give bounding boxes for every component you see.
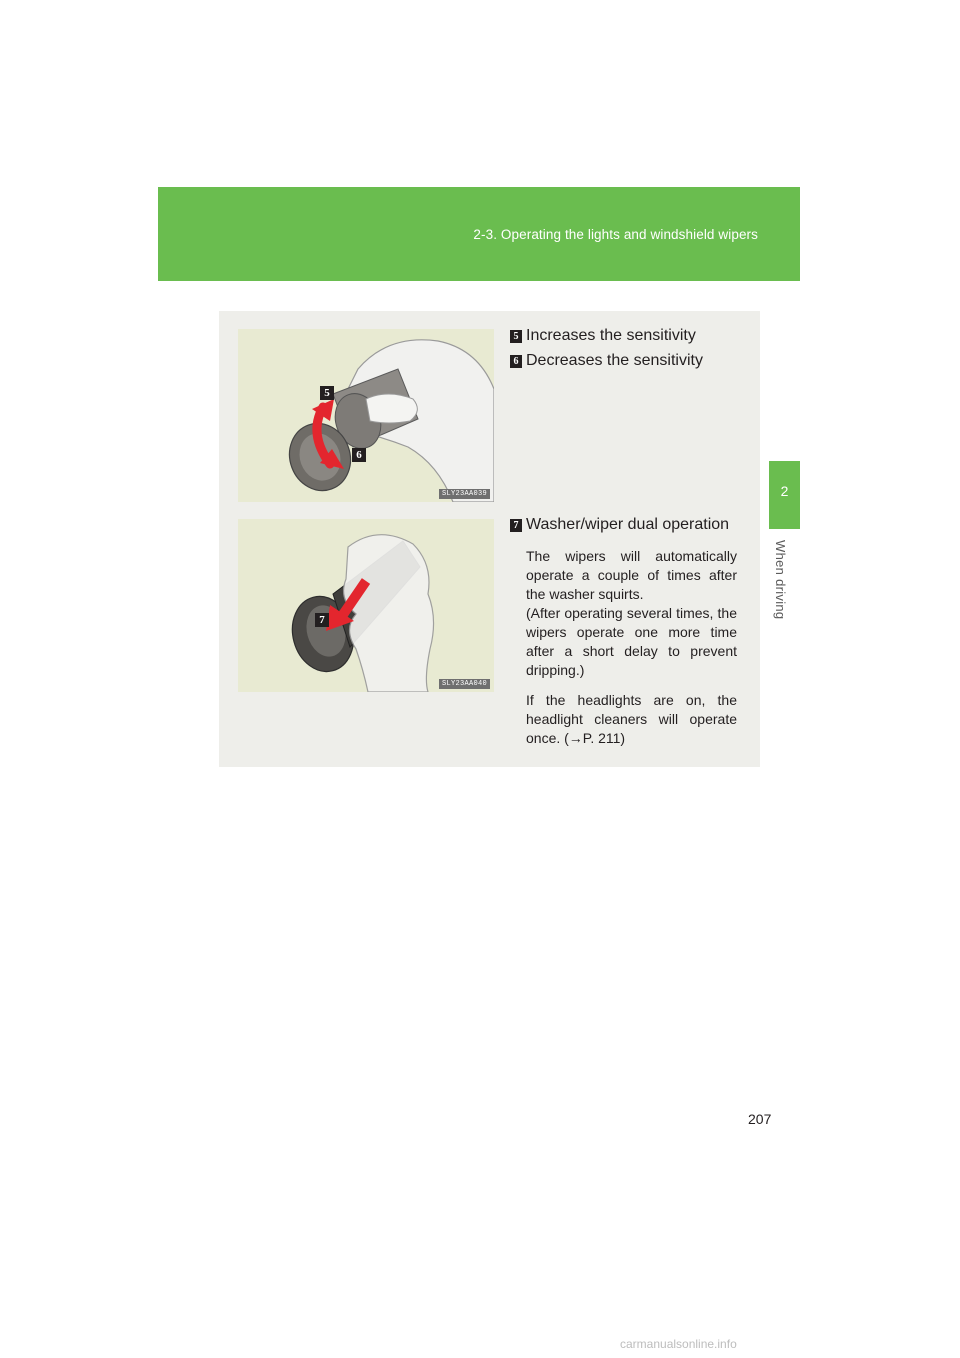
callout-6: 6	[352, 448, 366, 462]
callout-5: 5	[320, 386, 334, 400]
section-title: 2-3. Operating the lights and windshield wipers	[473, 227, 758, 242]
item-number-badge: 6	[510, 355, 522, 368]
item-label: Decreases the sensitivity	[526, 352, 703, 369]
item-number-badge: 5	[510, 330, 522, 343]
figure-code: SLY23AA040	[439, 679, 490, 689]
chapter-number: 2	[780, 483, 789, 499]
washer-lever-illustration	[238, 519, 494, 692]
page-number: 207	[748, 1111, 772, 1127]
headlight-cleaner-note: If the headlights are on, the headlight cleaners will operate once. (→P. 211)	[526, 692, 737, 746]
section-header	[158, 187, 800, 281]
chapter-tab	[769, 461, 800, 529]
item-decrease-sensitivity	[510, 352, 703, 370]
callout-7: 7	[315, 613, 329, 627]
figure-code: SLY23AA039	[439, 489, 490, 499]
site-watermark[interactable]: carmanualsonline.info	[620, 1337, 737, 1351]
item-number-badge: 7	[510, 519, 522, 532]
item-label: Increases the sensitivity	[526, 327, 696, 344]
figure-washer-operation	[238, 519, 494, 692]
washer-description: The wipers will automatically operate a couple of times after the washer squirts. (After operating several times, the wipers operate one more time after a short delay to prevent dripping.)	[526, 548, 737, 678]
item-washer-wiper	[510, 516, 729, 534]
item-increase-sensitivity	[510, 327, 696, 345]
sensitivity-dial-illustration	[238, 329, 494, 502]
chapter-label: When driving	[773, 540, 788, 620]
item-label: Washer/wiper dual operation	[526, 516, 730, 533]
figure-sensitivity-dial	[238, 329, 494, 502]
